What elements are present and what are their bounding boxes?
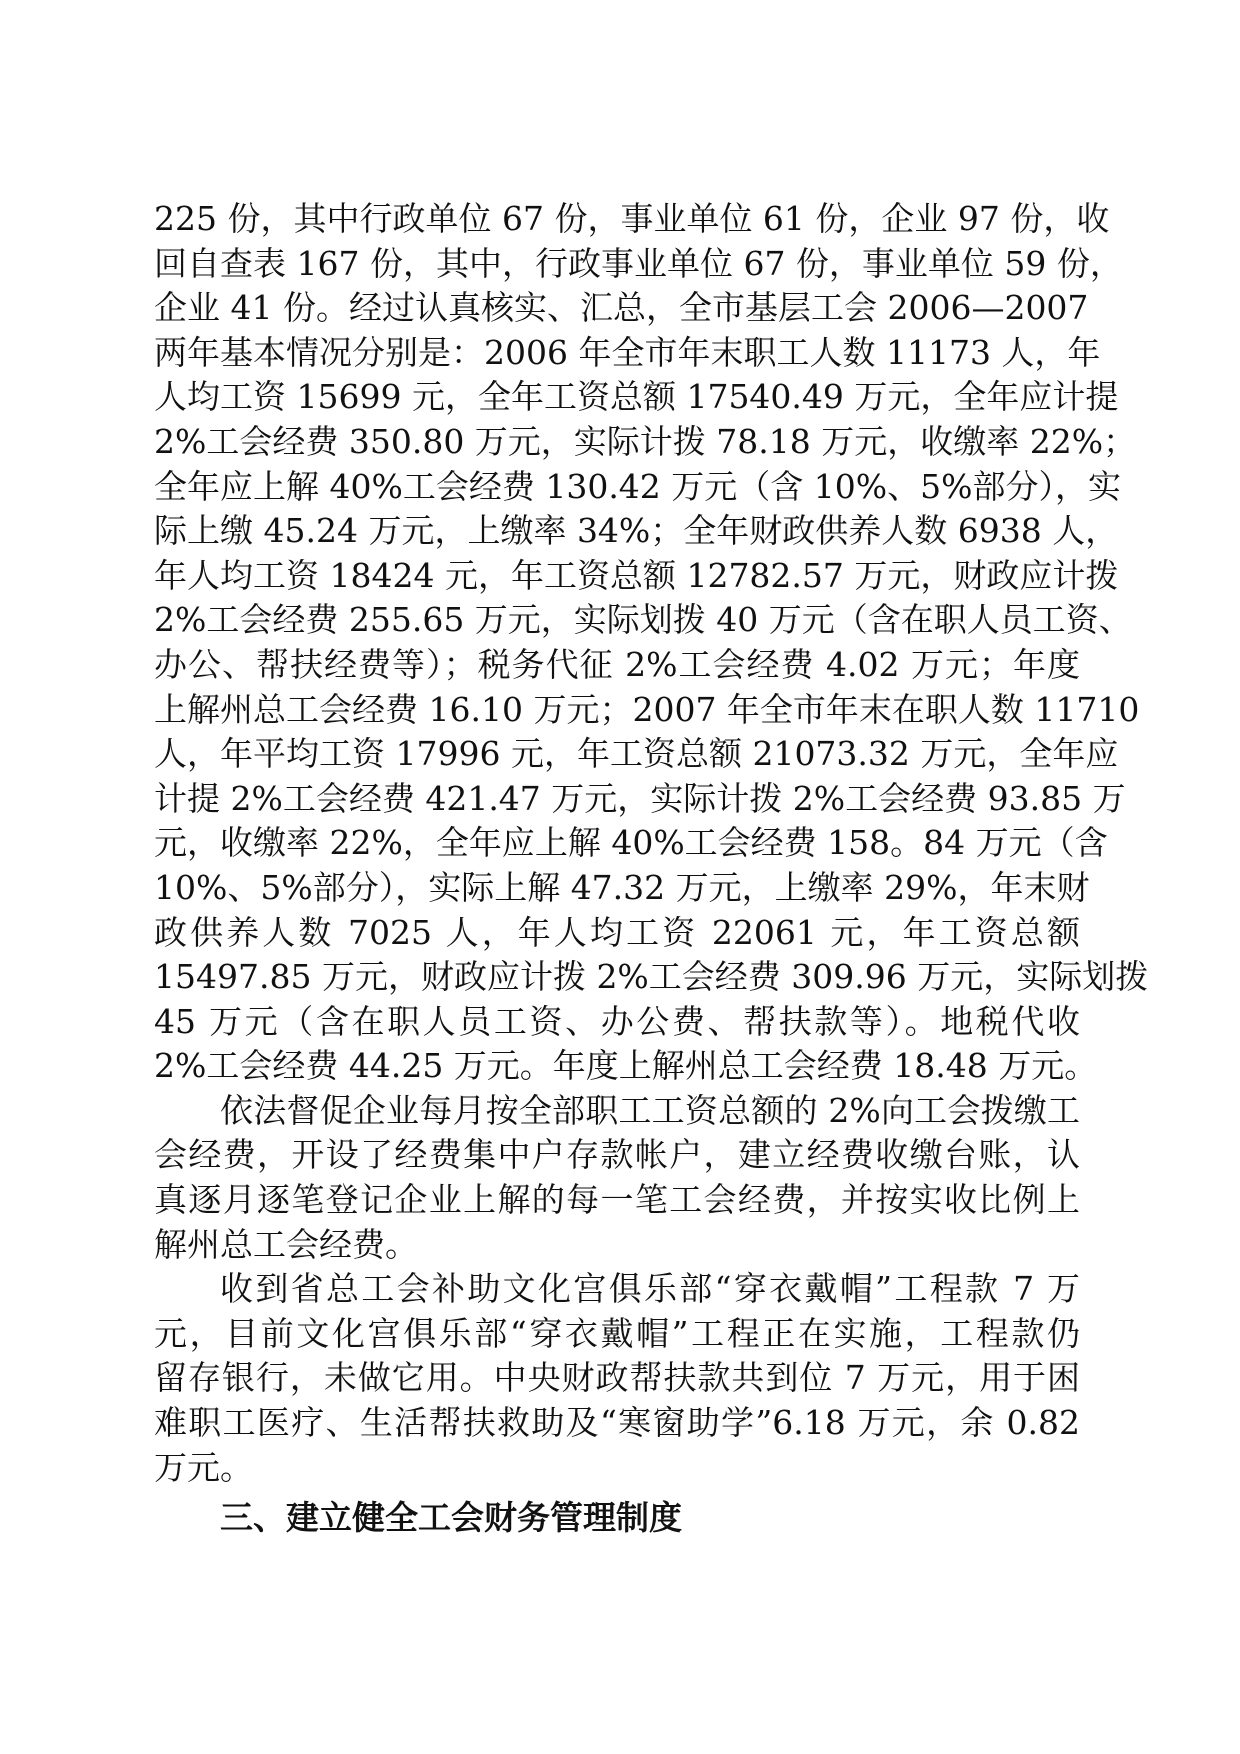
text-line: 依法督促企业每月按全部职工工资总额的 2%向工会拨缴工 xyxy=(220,1090,1080,1130)
text-line: 2%工会经费 44.25 万元。年度上解州总工会经费 18.48 万元。 xyxy=(154,1046,1098,1086)
paragraph-fund-collection xyxy=(154,1089,1080,1267)
text-line: 全年应上解 40%工会经费 130.42 万元（含 10%、5%部分），实 xyxy=(154,466,1121,506)
text-line: 计提 2%工会经费 421.47 万元，实际计拨 2%工会经费 93.85 万 xyxy=(154,778,1126,818)
section-heading: 三、建立健全工会财务管理制度 xyxy=(220,1498,682,1538)
text-line: 真逐月逐笔登记企业上解的每一笔工会经费，并按实收比例上 xyxy=(154,1180,1080,1220)
text-line: 人，年平均工资 17996 元，年工资总额 21073.32 万元，全年应 xyxy=(154,734,1119,774)
text-line: 10%、5%部分），实际上解 47.32 万元，上缴率 29%，年末财 xyxy=(154,867,1090,907)
text-line: 留存银行，未做它用。中央财政帮扶款共到位 7 万元，用于困 xyxy=(154,1358,1080,1398)
text-line: 225 份，其中行政单位 67 份，事业单位 61 份，企业 97 份，收 xyxy=(154,199,1110,238)
text-line: 元，目前文化宫俱乐部“穿衣戴帽”工程正在实施，工程款仍 xyxy=(154,1313,1080,1353)
paragraph-union-fund-statistics xyxy=(154,197,1149,1089)
text-line: 45 万元（含在职人员工资、办公费、帮扶款等）。地税代收 xyxy=(154,1001,1080,1041)
text-line: 年人均工资 18424 元，年工资总额 12782.57 万元，财政应计拨 xyxy=(154,555,1119,595)
text-line: 人均工资 15699 元，全年工资总额 17540.49 万元，全年应计提 xyxy=(154,377,1119,417)
text-line: 2%工会经费 350.80 万元，实际计拨 78.18 万元，收缴率 22%； xyxy=(154,421,1137,461)
text-line: 万元。 xyxy=(154,1447,253,1487)
text-line: 际上缴 45.24 万元，上缴率 34%；全年财政供养人数 6938 人， xyxy=(154,511,1119,551)
text-line: 元，收缴率 22%，全年应上解 40%工会经费 158。84 万元（含 xyxy=(154,823,1108,863)
text-line: 企业 41 份。经过认真核实、汇总，全市基层工会 2006—2007 xyxy=(154,288,1089,328)
text-line: 会经费，开设了经费集中户存款帐户，建立经费收缴台账，认 xyxy=(154,1135,1080,1175)
text-line: 政供养人数 7025 人，年人均工资 22061 元，年工资总额 xyxy=(154,912,1080,952)
text-line: 办公、帮扶经费等）；税务代征 2%工会经费 4.02 万元；年度 xyxy=(154,644,1080,684)
text-line: 难职工医疗、生活帮扶救助及“寒窗助学”6.18 万元，余 0.82 xyxy=(154,1403,1080,1443)
paragraph-subsidy-funds xyxy=(154,1267,1080,1490)
text-line: 上解州总工会经费 16.10 万元；2007 年全市年末在职人数 11710 xyxy=(154,689,1140,729)
text-line: 两年基本情况分别是：2006 年全市年末职工人数 11173 人，年 xyxy=(154,332,1101,372)
text-line: 15497.85 万元，财政应计拨 2%工会经费 309.96 万元，实际划拨 xyxy=(154,957,1149,997)
text-line: 2%工会经费 255.65 万元，实际划拨 40 万元（含在职人员工资、 xyxy=(154,600,1132,640)
text-line: 解州总工会经费。 xyxy=(154,1224,418,1264)
document-body xyxy=(154,197,1149,1541)
text-line: 回自查表 167 份，其中，行政事业单位 67 份，事业单位 59 份， xyxy=(154,243,1123,283)
text-line: 收到省总工会补助文化宫俱乐部“穿衣戴帽”工程款 7 万 xyxy=(220,1269,1080,1309)
